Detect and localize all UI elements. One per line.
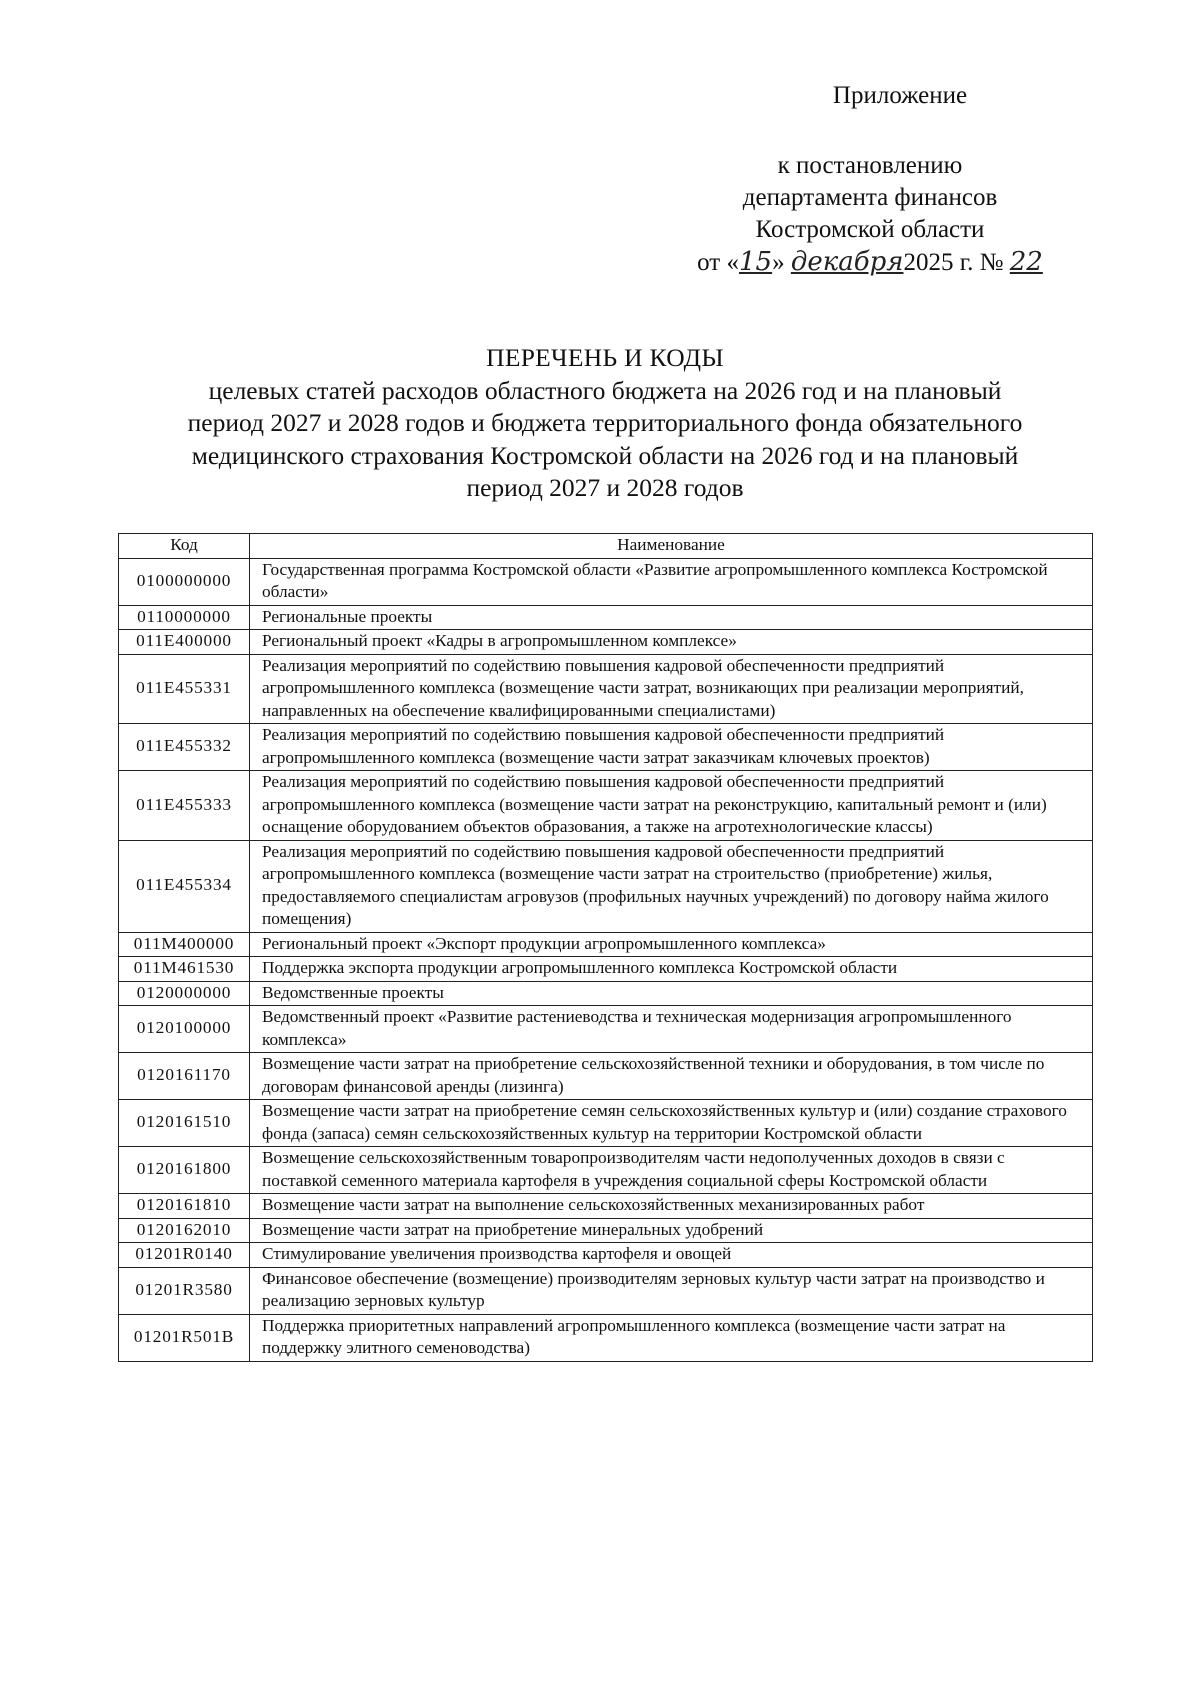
row-name: Ведомственные проекты (250, 981, 1093, 1006)
decree-number: 22 (1009, 247, 1043, 277)
decree-reference (660, 150, 1080, 279)
date-prefix: от « (697, 249, 739, 276)
table-row (119, 771, 1093, 841)
row-name: Возмещение части затрат на приобретение семян сельскохозяйственных культур и (или) создание страхового фонда (запаса) семян сельскохозяйственных культур на территории Костромской области (250, 1100, 1093, 1147)
row-name: Возмещение части затрат на приобретение минеральных удобрений (250, 1218, 1093, 1243)
row-name: Реализация мероприятий по содействию повышения кадровой обеспеченности предприятий агропромышленного комплекса (возмещение части затрат на строительство (приобретение) жилья, предоставляемого специалистам агровузов (профильных научных учреждений) по договору найма жилого помещения) (250, 840, 1093, 932)
row-code: 0120161800 (119, 1147, 250, 1194)
codes-table (118, 533, 1093, 1362)
decree-date-line (660, 246, 1080, 279)
subtitle-line-3: медицинского страхования Костромской области на 2026 год и на плановый (191, 440, 1019, 470)
row-name: Возмещение части затрат на выполнение сельскохозяйственных механизированных работ (250, 1194, 1093, 1219)
table-row (119, 630, 1093, 655)
row-name: Финансовое обеспечение (возмещение) производителям зерновых культур части затрат на производство и реализацию зерновых культур (250, 1267, 1093, 1314)
row-code: 011E455333 (119, 771, 250, 841)
row-code: 0120000000 (119, 981, 250, 1006)
table-row (119, 1006, 1093, 1053)
row-name: Региональный проект «Кадры в агропромышленном комплексе» (250, 630, 1093, 655)
row-code: 01201R501B (119, 1314, 250, 1361)
table-row (119, 840, 1093, 932)
row-name: Региональный проект «Экспорт продукции агропромышленного комплекса» (250, 932, 1093, 957)
table-row (119, 724, 1093, 771)
row-code: 0120161170 (119, 1053, 250, 1100)
row-name: Региональные проекты (250, 605, 1093, 630)
subtitle-line-4: период 2027 и 2028 годов (466, 473, 744, 502)
appendix-label: Приложение (832, 82, 968, 109)
subtitle-line-2: период 2027 и 2028 годов и бюджета территориального фонда обязательного (187, 408, 1023, 437)
row-name: Возмещение части затрат на приобретение сельскохозяйственной техники и оборудования, в том числе по договорам финансовой аренды (лизинга) (250, 1053, 1093, 1100)
row-code: 0120162010 (119, 1218, 250, 1243)
row-code: 011E455332 (119, 724, 250, 771)
row-name: Реализация мероприятий по содействию повышения кадровой обеспеченности предприятий агропромышленного комплекса (возмещение части затрат на реконструкцию, капитальный ремонт и (или) оснащение оборудованием объектов образования, а также на агротехнологические классы) (250, 771, 1093, 841)
row-name: Стимулирование увеличения производства картофеля и овощей (250, 1243, 1093, 1268)
date-year: 2025 г. № (903, 249, 1010, 276)
table-row (119, 1243, 1093, 1268)
row-code: 0120100000 (119, 1006, 250, 1053)
row-code: 011E455331 (119, 654, 250, 724)
table-row (119, 1314, 1093, 1361)
table-row (119, 932, 1093, 957)
row-code: 011E455334 (119, 840, 250, 932)
table-body (119, 558, 1093, 1361)
row-code: 011M461530 (119, 957, 250, 982)
date-day: 15 (739, 247, 773, 277)
row-name: Поддержка экспорта продукции агропромышленного комплекса Костромской области (250, 957, 1093, 982)
table-row (119, 1147, 1093, 1194)
table-row (119, 654, 1093, 724)
table-row (119, 1194, 1093, 1219)
row-name: Ведомственный проект «Развитие растениеводства и техническая модернизация агропромышленного комплекса» (250, 1006, 1093, 1053)
header-name: Наименование (250, 534, 1093, 559)
header-code: Код (119, 534, 250, 559)
date-month: декабря (790, 247, 904, 277)
table-row (119, 558, 1093, 605)
row-code: 01201R0140 (119, 1243, 250, 1268)
table-row (119, 981, 1093, 1006)
table-row (119, 605, 1093, 630)
row-code: 0110000000 (119, 605, 250, 630)
decree-line-1: к постановлению (777, 152, 963, 179)
table-row (119, 1100, 1093, 1147)
decree-line-3: Костромской области (755, 216, 985, 243)
row-code: 01201R3580 (119, 1267, 250, 1314)
table-row (119, 1053, 1093, 1100)
row-code: 0120161510 (119, 1100, 250, 1147)
row-name: Реализация мероприятий по содействию повышения кадровой обеспеченности предприятий агропромышленного комплекса (возмещение части затрат, возникающих при реализации мероприятий, направленных на обеспечение квалифицированными специалистами) (250, 654, 1093, 724)
row-name: Реализация мероприятий по содействию повышения кадровой обеспеченности предприятий агропромышленного комплекса (возмещение части затрат заказчикам ключевых проектов) (250, 724, 1093, 771)
row-code: 0100000000 (119, 558, 250, 605)
table-row (119, 1218, 1093, 1243)
title-main: ПЕРЕЧЕНЬ И КОДЫ (486, 343, 724, 372)
table-header-row (119, 534, 1093, 559)
document-title (110, 342, 1100, 505)
row-name: Государственная программа Костромской области «Развитие агропромышленного комплекса Костромской области» (250, 558, 1093, 605)
subtitle-line-1: целевых статей расходов областного бюджета на 2026 год и на плановый (208, 375, 1002, 405)
decree-line-2: департамента финансов (742, 184, 998, 211)
row-name: Возмещение сельскохозяйственным товаропроизводителям части недополученных доходов в связи с поставкой семенного материала картофеля в учреждения социальной сферы Костромской области (250, 1147, 1093, 1194)
table-row (119, 1267, 1093, 1314)
row-code: 011E400000 (119, 630, 250, 655)
date-mid: » (772, 249, 791, 276)
row-name: Поддержка приоритетных направлений агропромышленного комплекса (возмещение части затрат на поддержку элитного семеноводства) (250, 1314, 1093, 1361)
row-code: 0120161810 (119, 1194, 250, 1219)
row-code: 011M400000 (119, 932, 250, 957)
table-row (119, 957, 1093, 982)
